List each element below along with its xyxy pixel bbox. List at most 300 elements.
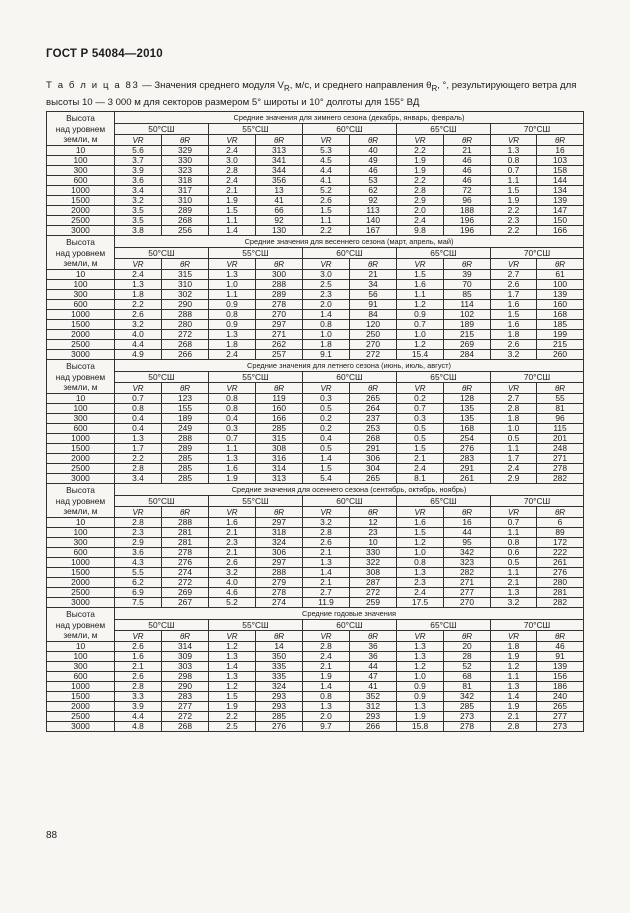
- speed-cell: 1.0: [397, 330, 444, 340]
- table-row: [47, 722, 584, 732]
- direction-subheader: [444, 135, 491, 146]
- speed-symbol: VR: [226, 259, 238, 269]
- speed-cell: 1.9: [209, 196, 256, 206]
- direction-subheader: [350, 631, 397, 642]
- section-title-row: [47, 484, 584, 496]
- speed-cell: 1.3: [209, 652, 256, 662]
- direction-subheader: [537, 383, 584, 394]
- speed-subheader: [209, 631, 256, 642]
- speed-cell: 1.2: [397, 300, 444, 310]
- direction-cell: 237: [350, 414, 397, 424]
- speed-cell: 2.2: [397, 146, 444, 156]
- season-title: Средние значения для зимнего сезона (декабрь, январь, февраль): [115, 112, 584, 124]
- speed-cell: 4.8: [115, 722, 162, 732]
- direction-cell: 13: [256, 186, 303, 196]
- speed-cell: 0.8: [491, 538, 537, 548]
- height-cell: 3000: [47, 474, 115, 484]
- speed-cell: 0.7: [209, 434, 256, 444]
- direction-cell: 72: [444, 186, 491, 196]
- direction-symbol: θR: [179, 259, 191, 269]
- latitude-header: 50°СШ: [115, 124, 209, 135]
- latitude-header: 65°СШ: [397, 372, 491, 383]
- speed-cell: 2.1: [491, 578, 537, 588]
- speed-subheader: [209, 135, 256, 146]
- season-title: Средние значения для летнего сезона (июнь, июль, август): [115, 360, 584, 372]
- height-header-line: над уровнем: [55, 247, 106, 258]
- direction-symbol: θR: [367, 507, 379, 517]
- speed-cell: 2.8: [209, 166, 256, 176]
- direction-cell: 315: [256, 434, 303, 444]
- height-cell: 100: [47, 280, 115, 290]
- height-cell: 300: [47, 290, 115, 300]
- height-header-line: Высота: [66, 113, 95, 123]
- speed-subheader: [115, 383, 162, 394]
- direction-cell: 92: [256, 216, 303, 226]
- speed-cell: 1.3: [303, 702, 350, 712]
- direction-cell: 172: [537, 538, 584, 548]
- speed-subheader: [491, 631, 537, 642]
- table-row: [47, 518, 584, 528]
- direction-cell: 10: [350, 538, 397, 548]
- speed-symbol: VR: [132, 507, 144, 517]
- speed-cell: 0.6: [491, 548, 537, 558]
- speed-cell: 0.8: [303, 320, 350, 330]
- speed-cell: 1.5: [209, 692, 256, 702]
- table-row: [47, 186, 584, 196]
- direction-symbol: θR: [554, 135, 566, 145]
- direction-cell: 113: [350, 206, 397, 216]
- height-cell: 10: [47, 518, 115, 528]
- direction-subheader: [256, 135, 303, 146]
- caption-rest: , °, результирующего ветра для высоты 10 — 3 000 м для секторов размером 5° широты и 10° долготы для 155° ВД: [46, 80, 577, 108]
- direction-cell: 315: [162, 270, 209, 280]
- direction-subheader: [537, 259, 584, 270]
- speed-cell: 0.5: [491, 434, 537, 444]
- speed-cell: 3.2: [209, 568, 256, 578]
- speed-cell: 2.2: [115, 454, 162, 464]
- speed-cell: 2.8: [303, 642, 350, 652]
- latitude-header: 50°СШ: [115, 496, 209, 507]
- direction-cell: 253: [350, 424, 397, 434]
- speed-cell: 2.6: [115, 310, 162, 320]
- direction-cell: 135: [444, 414, 491, 424]
- direction-cell: 273: [444, 712, 491, 722]
- height-cell: 100: [47, 652, 115, 662]
- speed-cell: 3.2: [303, 518, 350, 528]
- direction-cell: 103: [537, 156, 584, 166]
- speed-cell: 1.3: [397, 652, 444, 662]
- speed-cell: 2.2: [397, 176, 444, 186]
- direction-cell: 274: [162, 568, 209, 578]
- direction-cell: 280: [537, 578, 584, 588]
- latitude-header: 65°СШ: [397, 124, 491, 135]
- direction-cell: 85: [444, 290, 491, 300]
- speed-subheader: [303, 507, 350, 518]
- direction-cell: 36: [350, 652, 397, 662]
- speed-cell: 0.8: [115, 404, 162, 414]
- table-row: [47, 712, 584, 722]
- direction-cell: 318: [162, 176, 209, 186]
- speed-cell: 1.9: [397, 712, 444, 722]
- speed-symbol: VR: [414, 259, 426, 269]
- speed-cell: 2.1: [209, 186, 256, 196]
- speed-cell: 2.7: [303, 588, 350, 598]
- wind-data-table: [46, 111, 584, 732]
- height-header-line: над уровнем: [55, 619, 106, 630]
- height-header-line: над уровнем: [55, 371, 106, 382]
- speed-cell: 2.4: [491, 464, 537, 474]
- speed-cell: 0.5: [303, 444, 350, 454]
- speed-cell: 3.2: [491, 598, 537, 608]
- direction-cell: 188: [444, 206, 491, 216]
- speed-cell: 1.5: [209, 206, 256, 216]
- direction-cell: 276: [537, 568, 584, 578]
- table-row: [47, 464, 584, 474]
- table-row: [47, 558, 584, 568]
- latitude-header: 65°СШ: [397, 248, 491, 259]
- variable-header-row: [47, 631, 584, 642]
- table-row: [47, 538, 584, 548]
- speed-cell: 2.8: [397, 186, 444, 196]
- direction-cell: 46: [444, 166, 491, 176]
- speed-symbol: VR: [320, 135, 332, 145]
- speed-cell: 5.4: [303, 474, 350, 484]
- direction-cell: 276: [162, 558, 209, 568]
- speed-cell: 4.0: [209, 578, 256, 588]
- speed-cell: 2.4: [397, 588, 444, 598]
- speed-cell: 2.8: [115, 464, 162, 474]
- height-cell: 1500: [47, 568, 115, 578]
- direction-cell: 139: [537, 290, 584, 300]
- speed-cell: 1.3: [209, 270, 256, 280]
- speed-cell: 3.6: [115, 548, 162, 558]
- direction-cell: 249: [162, 424, 209, 434]
- direction-cell: 267: [162, 598, 209, 608]
- direction-cell: 46: [444, 176, 491, 186]
- speed-cell: 0.8: [303, 692, 350, 702]
- direction-cell: 68: [444, 672, 491, 682]
- direction-cell: 278: [162, 548, 209, 558]
- speed-cell: 1.3: [209, 330, 256, 340]
- table-row: [47, 682, 584, 692]
- direction-subheader: [162, 507, 209, 518]
- height-cell: 10: [47, 642, 115, 652]
- table-row: [47, 216, 584, 226]
- direction-cell: 155: [162, 404, 209, 414]
- direction-cell: 314: [162, 642, 209, 652]
- speed-cell: 1.1: [303, 216, 350, 226]
- direction-cell: 270: [256, 310, 303, 320]
- direction-cell: 271: [256, 330, 303, 340]
- direction-cell: 199: [537, 330, 584, 340]
- direction-subheader: [256, 383, 303, 394]
- direction-cell: 84: [350, 310, 397, 320]
- speed-cell: 8.1: [397, 474, 444, 484]
- speed-cell: 3.0: [303, 270, 350, 280]
- speed-cell: 3.0: [209, 156, 256, 166]
- direction-cell: 304: [350, 464, 397, 474]
- speed-cell: 1.7: [491, 454, 537, 464]
- table-row: [47, 206, 584, 216]
- table-row: [47, 662, 584, 672]
- season-title: Средние значения для осеннего сезона (сентябрь, октябрь, ноябрь): [115, 484, 584, 496]
- direction-symbol: θR: [273, 259, 285, 269]
- direction-cell: 16: [444, 518, 491, 528]
- speed-cell: 1.4: [303, 682, 350, 692]
- direction-cell: 272: [162, 578, 209, 588]
- direction-cell: 168: [444, 424, 491, 434]
- direction-cell: 293: [256, 702, 303, 712]
- speed-cell: 0.5: [397, 424, 444, 434]
- direction-cell: 139: [537, 662, 584, 672]
- direction-cell: 196: [444, 226, 491, 236]
- latitude-header: 70°СШ: [491, 496, 584, 507]
- direction-cell: 330: [162, 156, 209, 166]
- direction-cell: 308: [350, 568, 397, 578]
- variable-header-row: [47, 383, 584, 394]
- speed-cell: 3.6: [115, 176, 162, 186]
- direction-cell: 268: [162, 722, 209, 732]
- direction-cell: 167: [350, 226, 397, 236]
- speed-cell: 1.8: [209, 340, 256, 350]
- direction-cell: 91: [537, 652, 584, 662]
- speed-cell: 1.2: [397, 538, 444, 548]
- speed-symbol: VR: [414, 135, 426, 145]
- latitude-header: 55°СШ: [209, 124, 303, 135]
- speed-cell: 2.3: [209, 538, 256, 548]
- direction-cell: 160: [256, 404, 303, 414]
- table-row: [47, 340, 584, 350]
- direction-cell: 66: [256, 206, 303, 216]
- speed-cell: 3.7: [115, 156, 162, 166]
- direction-cell: 291: [444, 464, 491, 474]
- speed-cell: 0.9: [397, 692, 444, 702]
- speed-subheader: [397, 631, 444, 642]
- speed-cell: 1.5: [397, 528, 444, 538]
- height-header-line: над уровнем: [55, 123, 106, 134]
- direction-cell: 123: [162, 394, 209, 404]
- speed-symbol: VR: [414, 631, 426, 641]
- direction-cell: 287: [350, 578, 397, 588]
- section-title-row: [47, 112, 584, 124]
- direction-cell: 289: [162, 206, 209, 216]
- direction-cell: 254: [444, 434, 491, 444]
- height-cell: 600: [47, 672, 115, 682]
- direction-cell: 266: [162, 350, 209, 360]
- direction-cell: 120: [350, 320, 397, 330]
- speed-cell: 2.4: [209, 176, 256, 186]
- direction-cell: 272: [350, 588, 397, 598]
- table-row: [47, 568, 584, 578]
- speed-subheader: [303, 259, 350, 270]
- direction-cell: 330: [350, 548, 397, 558]
- variable-header-row: [47, 259, 584, 270]
- speed-cell: 2.1: [303, 662, 350, 672]
- direction-cell: 240: [537, 692, 584, 702]
- direction-cell: 323: [444, 558, 491, 568]
- direction-cell: 271: [537, 454, 584, 464]
- direction-cell: 297: [256, 558, 303, 568]
- speed-cell: 3.2: [491, 350, 537, 360]
- direction-symbol: θR: [273, 631, 285, 641]
- direction-cell: 270: [350, 340, 397, 350]
- direction-symbol: θR: [179, 135, 191, 145]
- speed-cell: 2.6: [303, 538, 350, 548]
- direction-cell: 268: [162, 340, 209, 350]
- speed-cell: 0.5: [303, 404, 350, 414]
- direction-cell: 102: [444, 310, 491, 320]
- direction-cell: 100: [537, 280, 584, 290]
- speed-symbol: VR: [507, 135, 520, 145]
- direction-cell: 329: [162, 146, 209, 156]
- speed-cell: 1.7: [491, 290, 537, 300]
- latitude-header-row: [47, 496, 584, 507]
- height-header-line: земли, м: [63, 134, 98, 144]
- direction-cell: 300: [256, 270, 303, 280]
- direction-cell: 290: [162, 300, 209, 310]
- direction-cell: 135: [444, 404, 491, 414]
- speed-symbol: VR: [320, 631, 332, 641]
- direction-cell: 342: [444, 692, 491, 702]
- speed-cell: 1.5: [491, 186, 537, 196]
- direction-subheader: [537, 631, 584, 642]
- speed-cell: 3.8: [115, 226, 162, 236]
- direction-symbol: θR: [554, 259, 566, 269]
- speed-cell: 1.8: [303, 340, 350, 350]
- direction-cell: 185: [537, 320, 584, 330]
- speed-cell: 1.6: [491, 320, 537, 330]
- direction-cell: 215: [444, 330, 491, 340]
- direction-cell: 168: [537, 310, 584, 320]
- speed-cell: 2.2: [303, 226, 350, 236]
- speed-cell: 1.2: [491, 662, 537, 672]
- direction-cell: 306: [350, 454, 397, 464]
- direction-cell: 134: [537, 186, 584, 196]
- height-cell: 100: [47, 404, 115, 414]
- speed-symbol: VR: [507, 507, 520, 517]
- height-cell: 600: [47, 176, 115, 186]
- direction-cell: 276: [256, 722, 303, 732]
- table-row: [47, 226, 584, 236]
- speed-cell: 1.3: [303, 558, 350, 568]
- speed-cell: 1.6: [209, 464, 256, 474]
- speed-cell: 1.1: [209, 444, 256, 454]
- height-cell: 2000: [47, 702, 115, 712]
- direction-symbol: θR: [367, 259, 379, 269]
- direction-cell: 281: [162, 538, 209, 548]
- direction-cell: 278: [444, 722, 491, 732]
- height-header-line: Высота: [66, 237, 95, 247]
- speed-cell: 4.3: [115, 558, 162, 568]
- direction-cell: 250: [350, 330, 397, 340]
- latitude-header: 70°СШ: [491, 372, 584, 383]
- direction-cell: 256: [162, 226, 209, 236]
- speed-cell: 0.9: [209, 320, 256, 330]
- direction-cell: 12: [350, 518, 397, 528]
- table-row: [47, 310, 584, 320]
- latitude-header: 60°СШ: [303, 496, 397, 507]
- direction-cell: 285: [162, 464, 209, 474]
- latitude-header: 55°СШ: [209, 620, 303, 631]
- direction-cell: 47: [350, 672, 397, 682]
- speed-cell: 2.2: [209, 712, 256, 722]
- speed-cell: 1.2: [209, 642, 256, 652]
- table-row: [47, 652, 584, 662]
- speed-subheader: [491, 135, 537, 146]
- direction-subheader: [256, 631, 303, 642]
- direction-cell: 262: [256, 340, 303, 350]
- direction-cell: 196: [444, 216, 491, 226]
- table-row: [47, 414, 584, 424]
- direction-symbol: θR: [554, 507, 566, 517]
- height-cell: 3000: [47, 598, 115, 608]
- speed-cell: 1.2: [209, 682, 256, 692]
- speed-cell: 0.8: [397, 558, 444, 568]
- direction-cell: 16: [537, 146, 584, 156]
- direction-symbol: θR: [273, 507, 285, 517]
- speed-cell: 4.1: [303, 176, 350, 186]
- speed-cell: 1.3: [397, 642, 444, 652]
- direction-symbol: θR: [461, 383, 473, 393]
- direction-cell: 335: [256, 672, 303, 682]
- height-cell: 100: [47, 156, 115, 166]
- direction-subheader: [256, 259, 303, 270]
- direction-cell: 44: [444, 528, 491, 538]
- variable-header-row: [47, 507, 584, 518]
- direction-cell: 269: [444, 340, 491, 350]
- speed-cell: 15.8: [397, 722, 444, 732]
- direction-cell: 323: [162, 166, 209, 176]
- speed-cell: 2.1: [491, 712, 537, 722]
- direction-cell: 281: [162, 528, 209, 538]
- speed-cell: 3.5: [115, 206, 162, 216]
- direction-cell: 297: [256, 518, 303, 528]
- speed-cell: 1.2: [397, 340, 444, 350]
- direction-cell: 119: [256, 394, 303, 404]
- speed-symbol: VR: [226, 383, 238, 393]
- speed-cell: 3.2: [115, 320, 162, 330]
- speed-cell: 2.8: [491, 722, 537, 732]
- height-cell: 10: [47, 270, 115, 280]
- direction-subheader: [444, 259, 491, 270]
- direction-cell: 41: [350, 682, 397, 692]
- speed-cell: 0.9: [209, 300, 256, 310]
- direction-cell: 21: [350, 270, 397, 280]
- speed-cell: 11.9: [303, 598, 350, 608]
- speed-cell: 1.3: [491, 588, 537, 598]
- speed-cell: 1.1: [397, 290, 444, 300]
- table-row: [47, 166, 584, 176]
- latitude-header: 60°СШ: [303, 372, 397, 383]
- direction-cell: 282: [537, 598, 584, 608]
- speed-cell: 1.4: [303, 310, 350, 320]
- table-row: [47, 350, 584, 360]
- speed-cell: 1.9: [491, 652, 537, 662]
- speed-symbol: VR: [414, 383, 426, 393]
- height-cell: 3000: [47, 226, 115, 236]
- page-number: 88: [46, 830, 58, 841]
- caption-prefix: Т а б л и ц а 83: [46, 80, 140, 91]
- direction-subheader: [444, 507, 491, 518]
- speed-cell: 3.9: [115, 166, 162, 176]
- speed-cell: 2.6: [491, 280, 537, 290]
- speed-cell: 1.1: [209, 216, 256, 226]
- direction-cell: 265: [350, 394, 397, 404]
- direction-cell: 269: [162, 588, 209, 598]
- direction-cell: 201: [537, 434, 584, 444]
- speed-cell: 4.4: [115, 340, 162, 350]
- direction-cell: 56: [350, 290, 397, 300]
